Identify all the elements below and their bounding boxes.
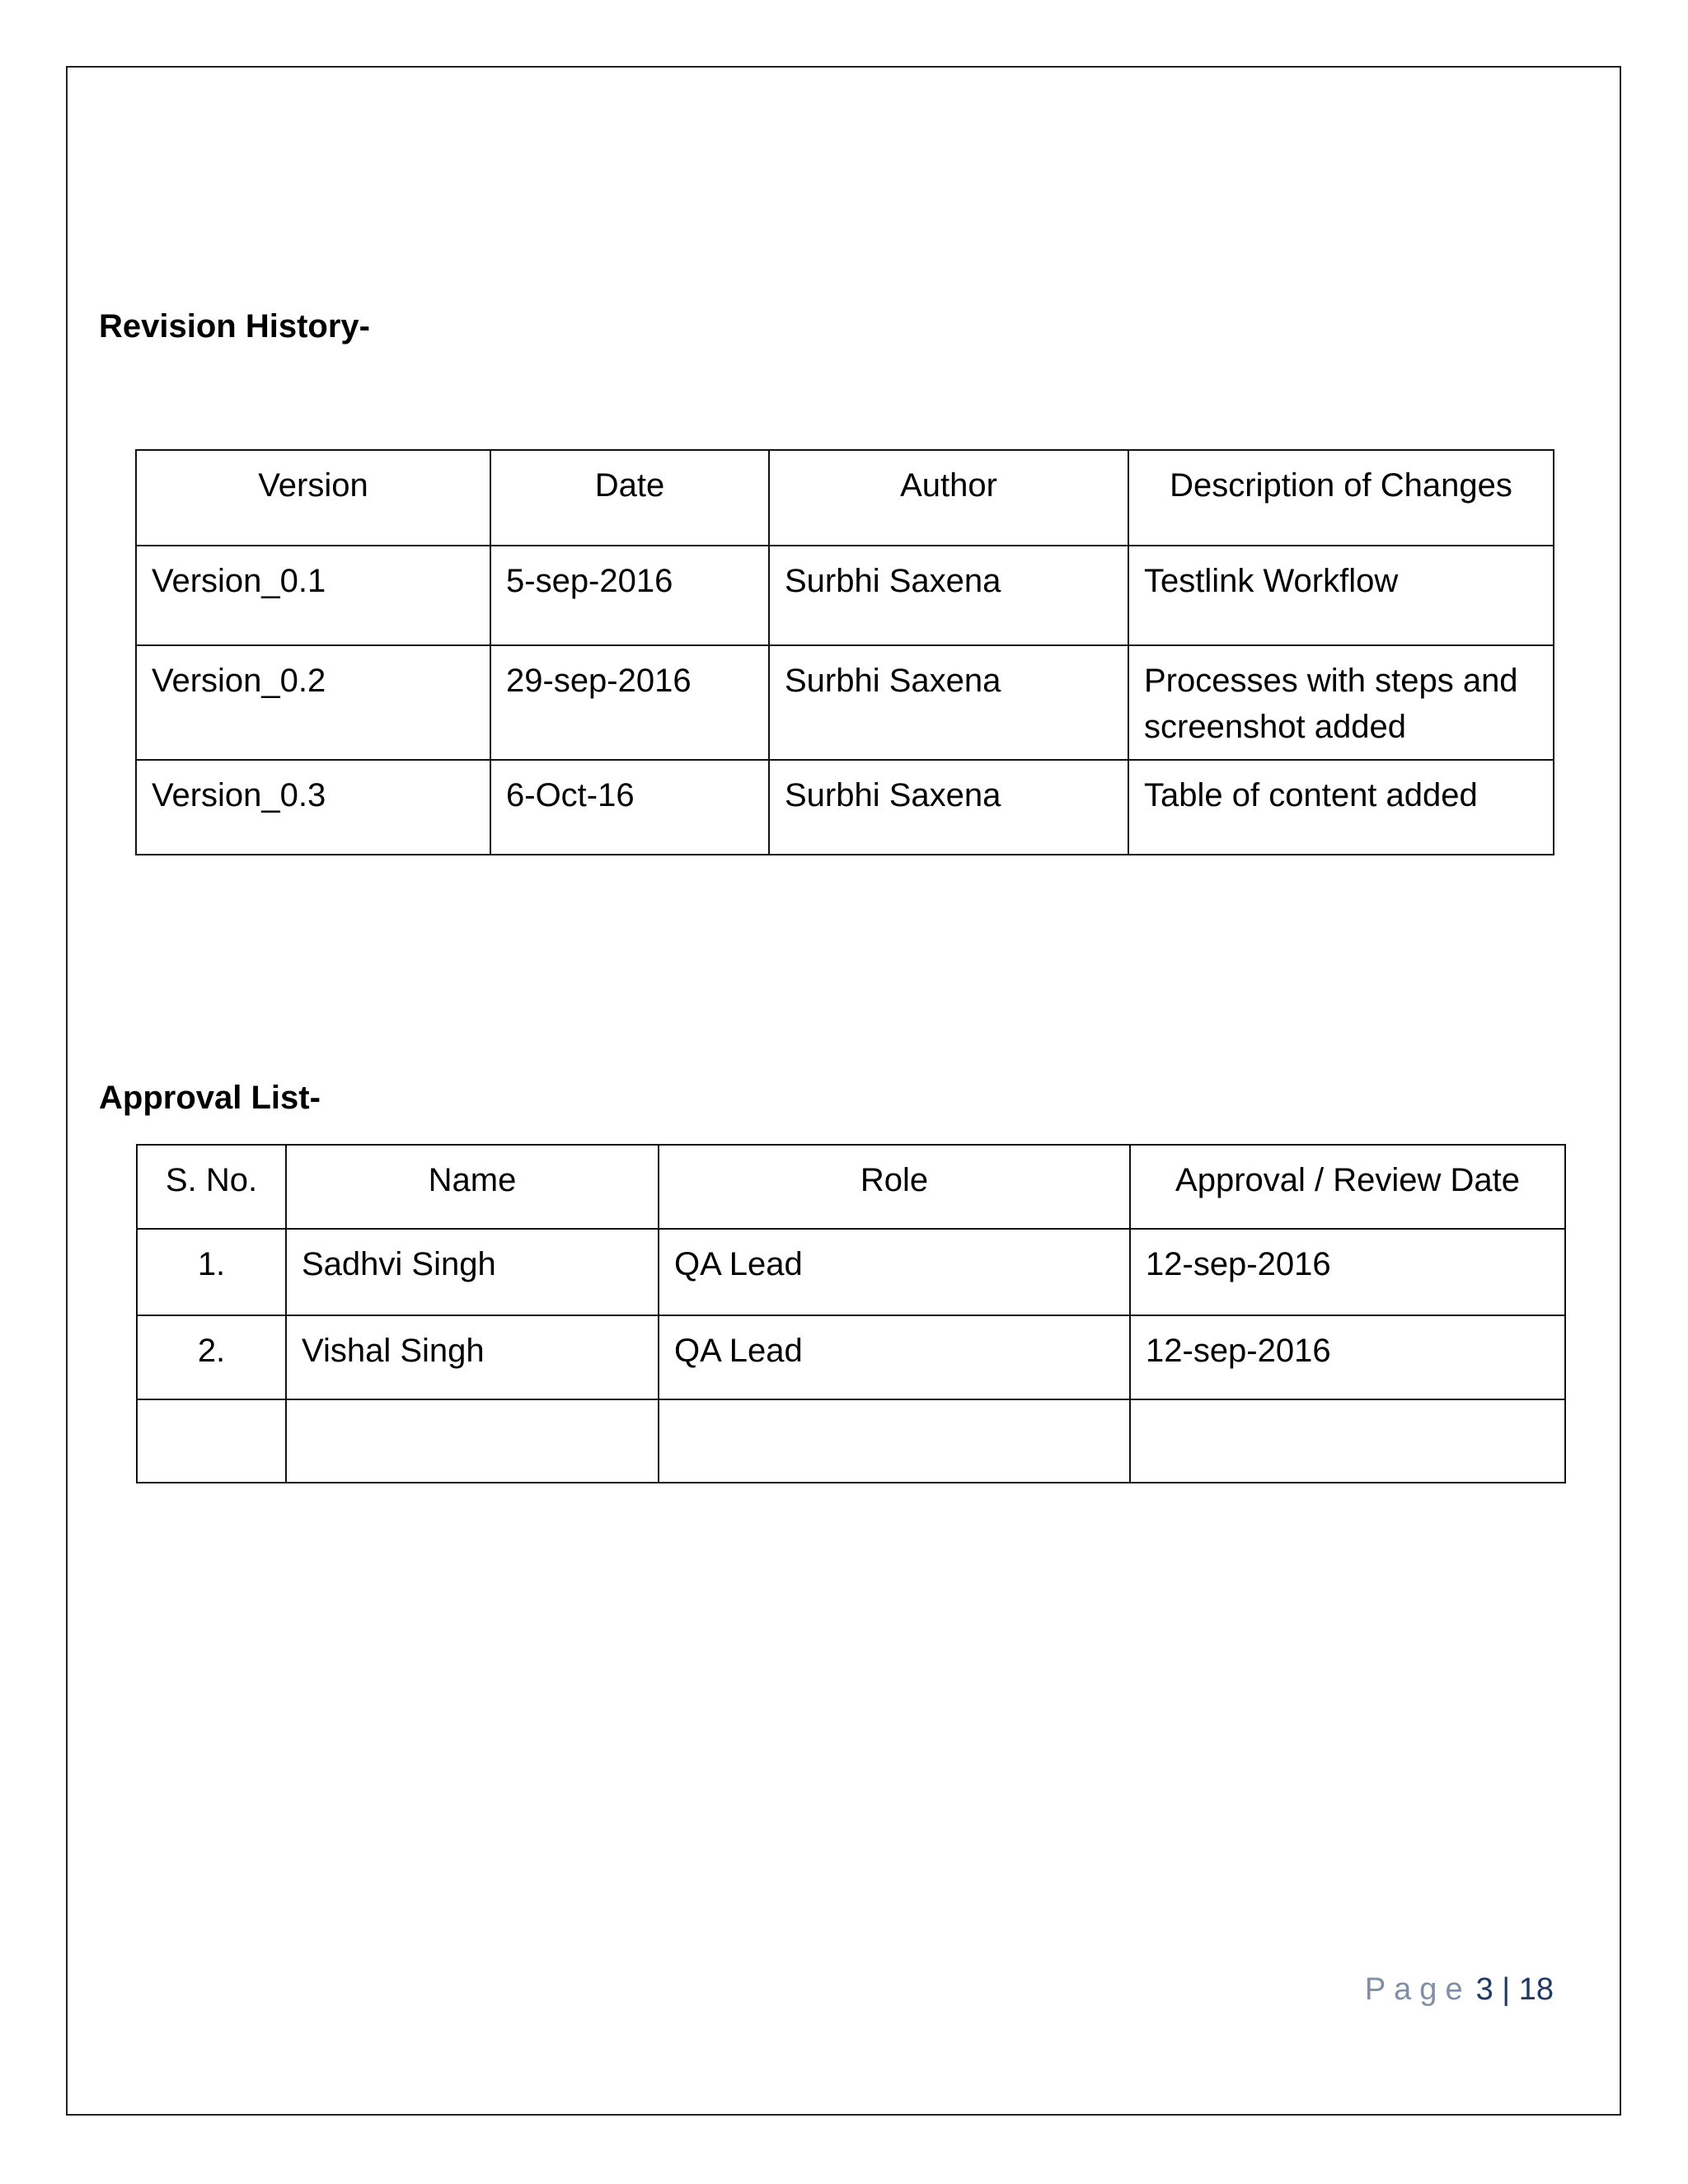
author-cell: Surbhi Saxena: [769, 645, 1128, 760]
approval-date-cell: 12-sep-2016: [1130, 1315, 1565, 1399]
author-cell: Surbhi Saxena: [769, 546, 1128, 645]
column-header-author: Author: [769, 450, 1128, 546]
column-header-serial-number: S. No.: [137, 1145, 286, 1229]
revision-history-table: [135, 449, 1554, 855]
approval-date-cell: [1130, 1399, 1565, 1483]
serial-number-cell: 1.: [137, 1229, 286, 1315]
column-header-name: Name: [286, 1145, 659, 1229]
description-cell: Table of content added: [1128, 760, 1554, 855]
table-header-row: [137, 1145, 1565, 1229]
serial-number-cell: [137, 1399, 286, 1483]
table-row: [137, 1229, 1565, 1315]
table-row: [136, 760, 1554, 855]
table-row: [137, 1399, 1565, 1483]
date-cell: 6-Oct-16: [490, 760, 769, 855]
table-row: [136, 546, 1554, 645]
column-header-approval-date: Approval / Review Date: [1130, 1145, 1565, 1229]
serial-number-cell: 2.: [137, 1315, 286, 1399]
revision-history-heading: Revision History-: [99, 308, 370, 344]
approval-list-heading: Approval List-: [99, 1080, 321, 1116]
name-cell: [286, 1399, 659, 1483]
approval-date-cell: 12-sep-2016: [1130, 1229, 1565, 1315]
table-header-row: [136, 450, 1554, 546]
description-cell: Testlink Workflow: [1128, 546, 1554, 645]
column-header-date: Date: [490, 450, 769, 546]
page-number-footer: [1365, 1974, 1554, 2005]
column-header-role: Role: [659, 1145, 1130, 1229]
name-cell: Sadhvi Singh: [286, 1229, 659, 1315]
version-cell: Version_0.2: [136, 645, 490, 760]
page-word-label: Page: [1364, 1972, 1471, 2007]
current-page-number: 3: [1475, 1972, 1493, 2007]
role-cell: QA Lead: [659, 1229, 1130, 1315]
date-cell: 29-sep-2016: [490, 645, 769, 760]
column-header-description: Description of Changes: [1128, 450, 1554, 546]
role-cell: QA Lead: [659, 1315, 1130, 1399]
date-cell: 5-sep-2016: [490, 546, 769, 645]
description-cell: Processes with steps and screenshot added: [1128, 645, 1554, 760]
approval-list-table: [136, 1144, 1566, 1483]
role-cell: [659, 1399, 1130, 1483]
table-row: [137, 1315, 1565, 1399]
version-cell: Version_0.3: [136, 760, 490, 855]
column-header-version: Version: [136, 450, 490, 546]
page-separator: |: [1502, 1972, 1511, 2007]
table-row: [136, 645, 1554, 760]
total-page-count: 18: [1518, 1972, 1554, 2007]
name-cell: Vishal Singh: [286, 1315, 659, 1399]
version-cell: Version_0.1: [136, 546, 490, 645]
author-cell: Surbhi Saxena: [769, 760, 1128, 855]
